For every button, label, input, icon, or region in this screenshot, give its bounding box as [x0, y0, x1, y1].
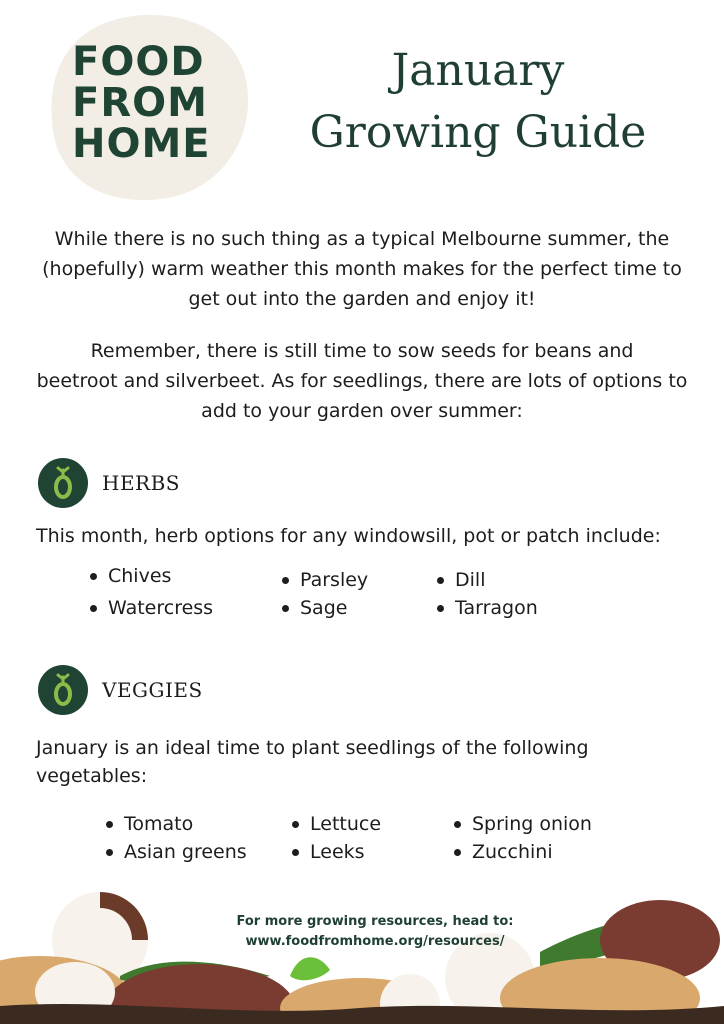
list-item: Asian greens [104, 838, 247, 866]
food-from-home-logo [72, 39, 232, 167]
list-item: Watercress [88, 594, 213, 622]
intro-p1-line-1: While there is no such thing as a typical Melbourne summer, the [54, 228, 670, 250]
list-item: Lettuce [290, 810, 381, 838]
footer-line-1: For more growing resources, head to: [236, 914, 514, 929]
intro-paragraph-1 [30, 224, 694, 314]
intro-p2-line-2: beetroot and silverbeet. As for seedlings, there are lots of options to [36, 370, 688, 392]
veggies-heading [38, 665, 203, 715]
veggies-title: VEGGIES [102, 678, 203, 702]
herbs-list-col-3 [435, 566, 538, 622]
intro-p1-line-2: (hopefully) warm weather this month makes for the perfect time to [42, 258, 682, 280]
intro-p2-line-1: Remember, there is still time to sow seeds for beans and [90, 340, 634, 362]
title-line-2: Growing Guide [309, 107, 647, 158]
list-item: Chives [88, 562, 213, 590]
logo-line-3: HOME [72, 121, 211, 167]
logo-line-1: FOOD [72, 39, 205, 85]
list-item: Dill [435, 566, 538, 594]
list-item: Leeks [290, 838, 381, 866]
intro-paragraph-2 [30, 336, 694, 426]
footer-url[interactable]: www.foodfromhome.org/resources/ [245, 934, 505, 949]
intro-p1-line-3: get out into the garden and enjoy it! [188, 288, 536, 310]
list-item: Tomato [104, 810, 247, 838]
list-item: Sage [280, 594, 368, 622]
veggies-description [36, 734, 686, 790]
list-item: Zucchini [452, 838, 592, 866]
vegetables-illustration [0, 880, 724, 1024]
page-title [268, 40, 688, 164]
intro-p2-line-3: add to your garden over summer: [201, 400, 523, 422]
sprout-icon [38, 665, 88, 715]
herbs-list-col-1 [88, 562, 213, 622]
veggies-list-col-1 [104, 810, 247, 866]
veggies-text-line-1: January is an ideal time to plant seedlings of the following [36, 737, 589, 759]
veggies-list-col-2 [290, 810, 381, 866]
veggies-text-line-2: vegetables: [36, 765, 148, 787]
list-item: Spring onion [452, 810, 592, 838]
herbs-description: This month, herb options for any windowsill, pot or patch include: [36, 525, 661, 547]
sprout-icon [38, 458, 88, 508]
herbs-list-col-2 [280, 566, 368, 622]
logo-line-2: FROM [72, 80, 208, 126]
herbs-title: HERBS [102, 471, 180, 495]
title-line-1: January [391, 45, 565, 96]
veggies-list-col-3 [452, 810, 592, 866]
footer-resources [210, 912, 540, 952]
list-item: Tarragon [435, 594, 538, 622]
list-item: Parsley [280, 566, 368, 594]
herbs-heading [38, 458, 180, 508]
